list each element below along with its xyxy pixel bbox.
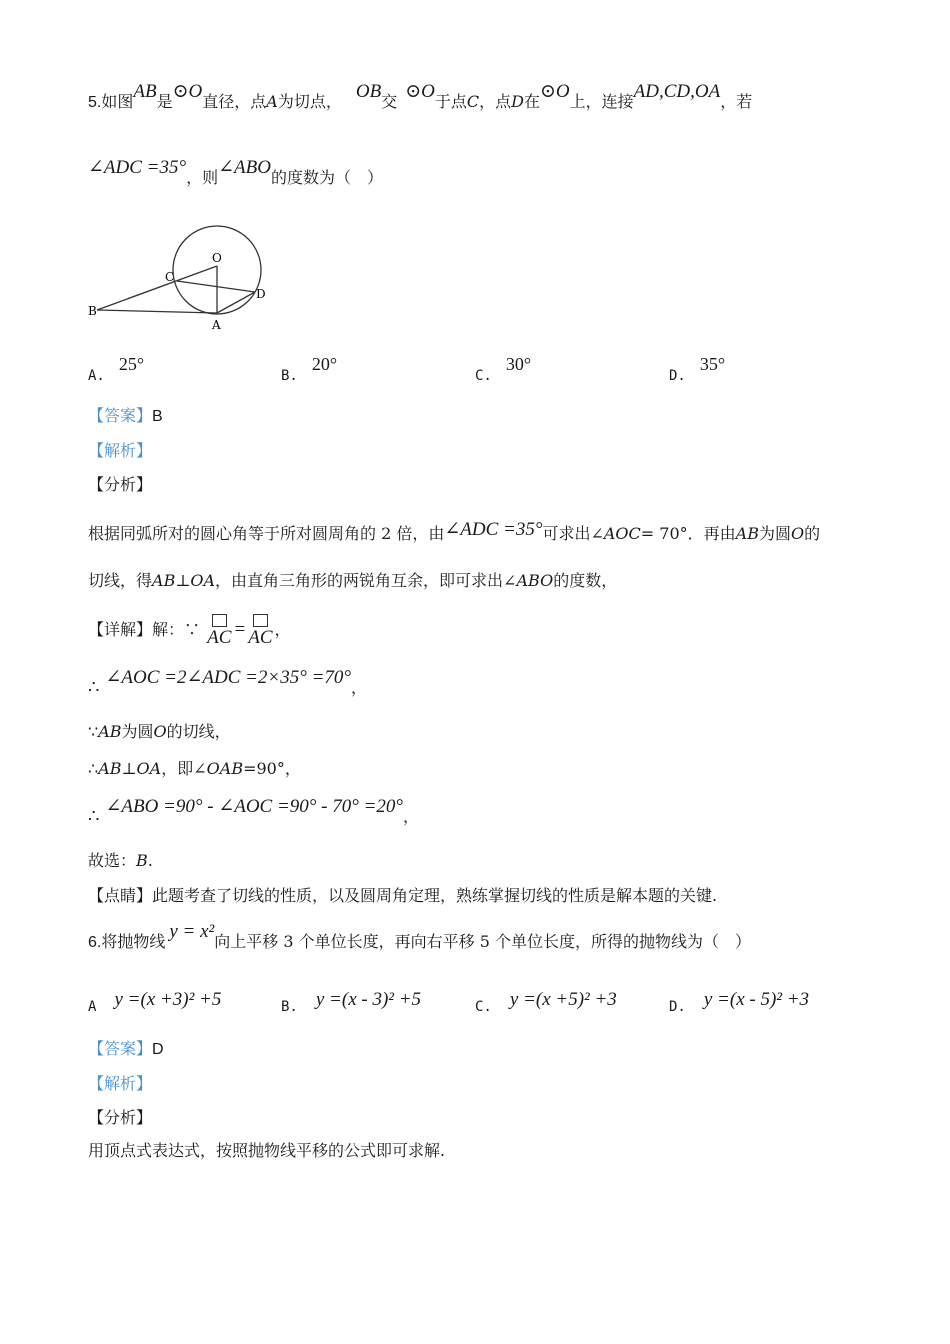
q5-text: 交	[381, 92, 398, 111]
q5-analysis-line2	[88, 573, 617, 589]
q5-math: AD,CD,OA	[633, 81, 721, 102]
text: .	[147, 851, 153, 870]
q5-step3	[88, 761, 301, 777]
math: ∠ADC =35°	[444, 519, 543, 540]
text: ⊥	[175, 571, 191, 590]
q5-math: ⊙O	[172, 81, 203, 102]
option-letter: D.	[669, 368, 686, 384]
q5-step4	[88, 796, 420, 827]
arc-symbol	[253, 614, 268, 627]
q6-option-d[interactable]	[669, 989, 810, 1015]
therefore-symbol: ∴	[88, 806, 100, 827]
q5-option-c[interactable]	[475, 354, 532, 384]
q6-option-b[interactable]	[281, 989, 422, 1015]
math: AB	[98, 759, 122, 778]
text: 解：∵	[152, 620, 201, 639]
q5-detail-line1	[88, 614, 291, 647]
math: OAB	[206, 759, 244, 778]
q5-math: ⊙O	[539, 81, 570, 102]
text: ⊥	[121, 759, 137, 778]
option-value: 20°	[311, 354, 338, 374]
q5-text: ，则	[186, 168, 219, 187]
q5-step1	[88, 667, 368, 698]
math: AC	[207, 627, 232, 648]
arc-ac-2	[248, 614, 272, 647]
q5-fenxi-tag: 【分析】	[88, 475, 153, 494]
text: ，	[403, 807, 420, 826]
text: 此题考查了切线的性质，以及圆周角定理，熟练掌握切线的性质是解本题的关键.	[152, 886, 718, 905]
q6-stem	[88, 921, 751, 951]
math: AB	[735, 524, 759, 543]
text: 向上平移 3 个单位长度，再向右平移 5 个单位长度，所得的抛物线为（ ）	[214, 932, 751, 951]
q5-choose	[88, 853, 153, 869]
math: =	[233, 619, 247, 640]
answer-value: B	[152, 408, 163, 425]
q5-dianjing	[88, 888, 717, 904]
option-value: y =(x +5)² +3	[509, 989, 617, 1010]
label-a: A	[212, 318, 221, 332]
q6-answer	[88, 1041, 164, 1058]
option-letter: A.	[88, 368, 105, 384]
q6-number: 6.	[88, 934, 102, 951]
option-value: 35°	[699, 354, 726, 374]
option-letter: D.	[669, 999, 686, 1015]
q6-fenxi-tag: 【分析】	[88, 1108, 153, 1127]
q5-text: 直径，点	[202, 92, 267, 111]
text: ，	[351, 678, 368, 697]
math: AOC	[603, 524, 641, 543]
text: ，由直角三角形的两锐角互余，即可求出∠	[215, 571, 517, 590]
segment-bo	[97, 266, 217, 310]
q5-text: 的度数为（ ）	[270, 168, 383, 187]
q5-number: 5.	[88, 94, 102, 111]
answer-value: D	[152, 1041, 164, 1058]
q5-math: A	[266, 92, 278, 111]
q6-option-a[interactable]	[88, 989, 222, 1015]
text: 切线，得	[88, 571, 153, 590]
text: 故选：	[88, 851, 137, 870]
segment-cd	[177, 281, 255, 292]
q5-math: C	[466, 92, 480, 111]
text: =90°，	[243, 759, 301, 778]
math: O	[153, 722, 167, 741]
option-value: 30°	[505, 354, 532, 374]
arc-symbol	[212, 614, 227, 627]
text: 的切线，	[166, 722, 231, 741]
math: B	[136, 851, 148, 870]
math: OA	[190, 571, 216, 590]
q5-math: ∠ADC =35°	[88, 157, 187, 178]
q5-step2	[88, 724, 231, 740]
option-letter: C.	[475, 368, 492, 384]
q5-geometry-figure	[85, 225, 275, 335]
label-b: B	[88, 304, 97, 318]
math: ∠AOC =2∠ADC =2×35° =70°	[105, 667, 352, 688]
answer-tag: 【答案】	[88, 1039, 153, 1058]
answer-tag: 【答案】	[88, 406, 153, 425]
text: ，即∠	[161, 759, 207, 778]
q5-math: ∠ABO	[218, 157, 271, 178]
q5-math: ⊙O	[405, 81, 435, 102]
option-value: y =(x - 5)² +3	[703, 989, 810, 1010]
math: AB	[98, 722, 122, 741]
q6-jiexi-tag: 【解析】	[88, 1074, 153, 1093]
text: 根据同弧所对的圆心角等于所对圆周角的 2 倍，由	[88, 524, 445, 543]
text: 可求出∠	[542, 524, 604, 543]
q5-option-a[interactable]	[88, 354, 145, 384]
text: ∵	[88, 722, 99, 741]
text: = 70°．再由	[640, 524, 736, 543]
math: ABO	[516, 571, 554, 590]
q5-math: OB	[355, 81, 382, 102]
q5-text: 在	[523, 92, 540, 111]
q5-stem-line2	[88, 157, 383, 187]
option-letter: B.	[281, 999, 298, 1015]
q5-stem-line1	[88, 81, 753, 111]
q6-analysis: 用顶点式表达式，按照抛物线平移的公式即可求解.	[88, 1141, 446, 1160]
dianjing-tag: 【点睛】	[88, 886, 153, 905]
label-d: D	[256, 287, 266, 301]
text: ∴	[88, 759, 99, 778]
option-letter: A	[88, 999, 97, 1015]
q5-text: ，若	[720, 92, 753, 111]
text: 为圆	[121, 722, 154, 741]
option-value: y =(x - 3)² +5	[315, 989, 422, 1010]
q5-text: 于点	[434, 92, 467, 111]
q5-text: 上，连接	[569, 92, 634, 111]
q5-text: 为切点，	[277, 92, 342, 111]
q5-jiexi-tag: 【解析】	[88, 441, 153, 460]
label-o: O	[212, 251, 222, 265]
option-value: 25°	[118, 354, 145, 374]
option-value: y =(x +3)² +5	[114, 989, 222, 1010]
option-letter: C.	[475, 999, 492, 1015]
q5-math: AB	[133, 81, 157, 102]
q5-analysis-line1	[88, 519, 821, 543]
label-c: C	[165, 270, 175, 284]
math: y = x²	[169, 921, 215, 942]
math: AB	[152, 571, 176, 590]
q5-option-b[interactable]	[281, 354, 338, 384]
text: 的度数，	[553, 571, 618, 590]
text: ，	[274, 620, 291, 639]
q5-option-d[interactable]	[669, 354, 726, 384]
text: 将抛物线	[101, 932, 166, 951]
option-letter: B.	[281, 368, 298, 384]
arc-ac-1	[207, 614, 231, 647]
detail-tag: 【详解】	[88, 620, 153, 639]
q5-math: D	[511, 92, 524, 111]
therefore-symbol: ∴	[88, 677, 100, 698]
math: ∠ABO =90° - ∠AOC =90° - 70° =20°	[105, 796, 403, 817]
math: OA	[136, 759, 162, 778]
math: O	[790, 524, 805, 543]
q5-text: 是	[156, 92, 173, 111]
q5-text: ，点	[479, 92, 512, 111]
q6-option-c[interactable]	[475, 989, 617, 1015]
q5-text: 如图	[101, 92, 134, 111]
math: AC	[248, 627, 273, 648]
text: 为圆	[758, 524, 791, 543]
q5-answer	[88, 408, 163, 425]
text: 的	[804, 524, 821, 543]
